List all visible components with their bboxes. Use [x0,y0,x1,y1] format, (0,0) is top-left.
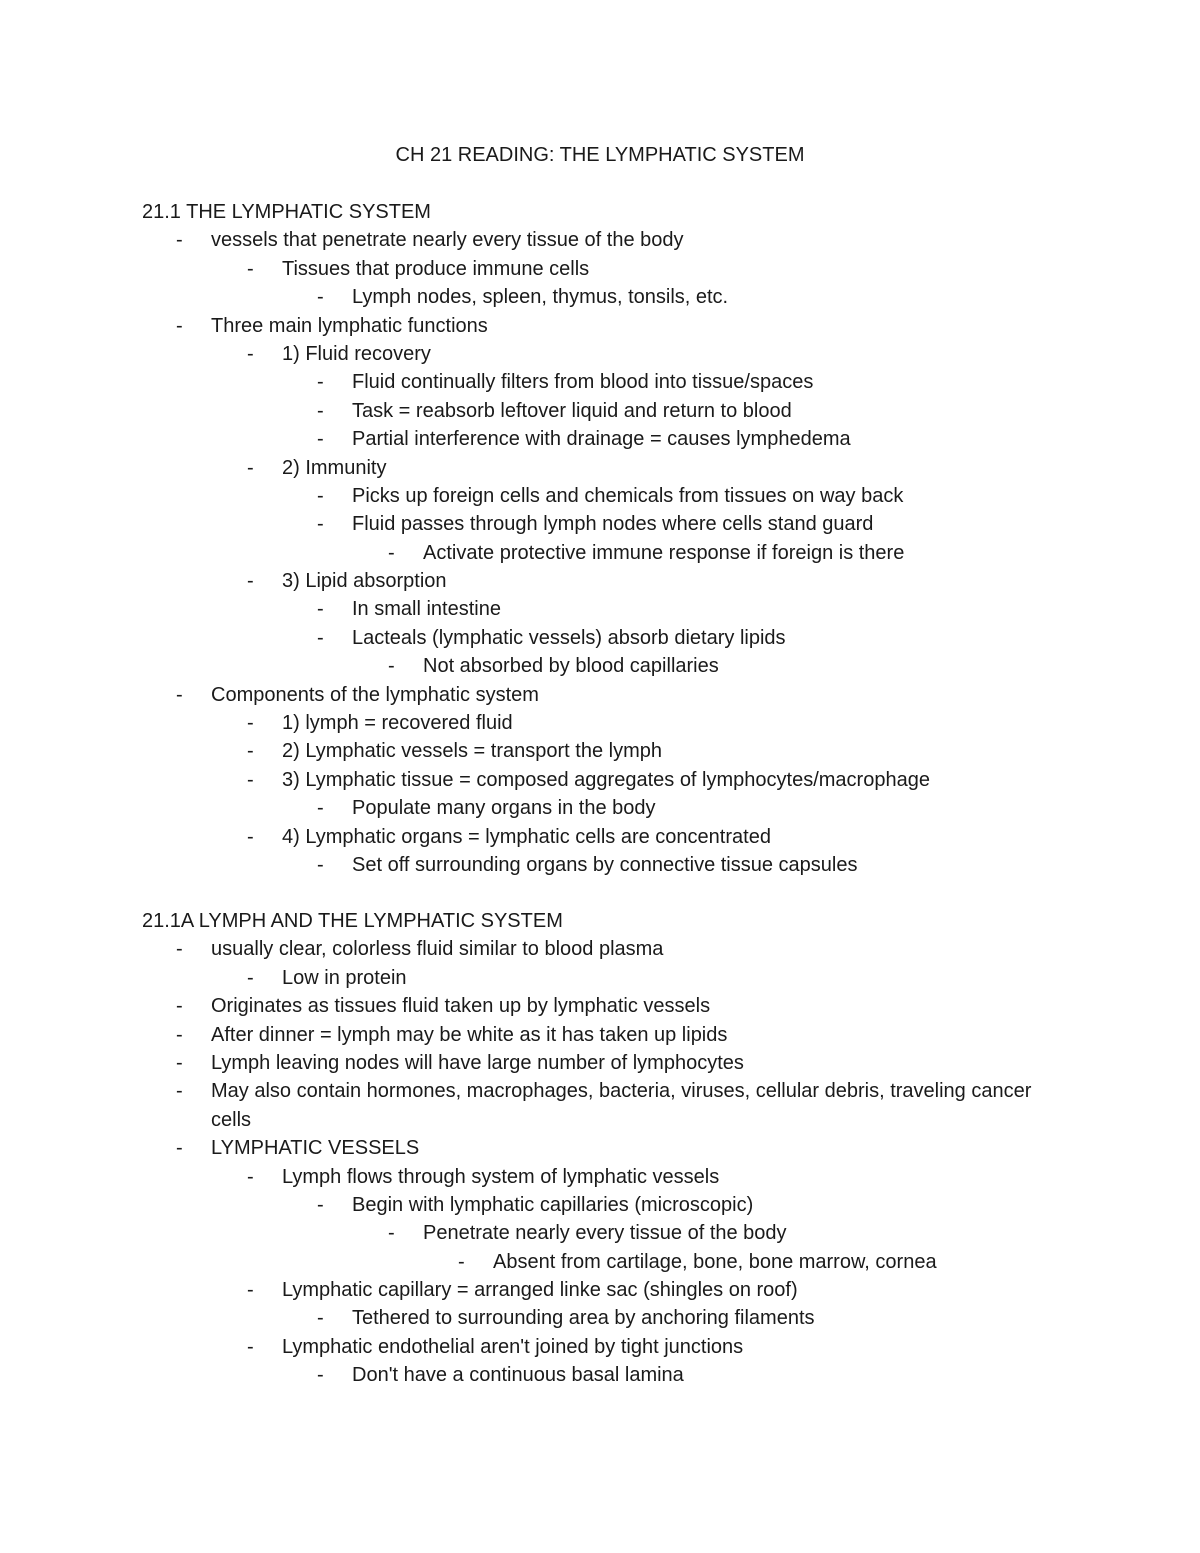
section-heading: 21.1 THE LYMPHATIC SYSTEM [142,201,431,223]
list-item [0,255,1200,283]
list-item-text: Lymph nodes, spleen, thymus, tonsils, etc. [352,286,729,309]
list-item-text: usually clear, colorless fluid similar to blood plasma [211,938,664,961]
list-item [0,935,1200,963]
bullet-dash: - [247,456,254,479]
bullet-dash: - [176,938,183,961]
list-item [0,992,1200,1020]
list-item-text: Three main lymphatic functions [211,314,488,337]
list-item [0,539,1200,567]
list-item [0,681,1200,709]
bullet-dash: - [388,541,395,564]
bullet-dash: - [317,598,324,621]
bullet-dash: - [176,995,183,1018]
bullet-dash: - [317,484,324,507]
section-lymph [0,907,1200,1390]
bullet-dash: - [247,257,254,280]
list-item [0,709,1200,737]
list-item-text: Lacteals (lymphatic vessels) absorb dietary lipids [352,626,786,649]
list-item-text: Partial interference with drainage = causes lymphedema [352,428,851,451]
list-item [0,1333,1200,1361]
section-heading: 21.1A LYMPH AND THE LYMPHATIC SYSTEM [142,910,563,932]
list-item [0,397,1200,425]
list-item [0,964,1200,992]
bullet-dash: - [176,1023,183,1046]
list-item [0,823,1200,851]
list-item-text: Fluid passes through lymph nodes where cells stand guard [352,513,874,536]
bullet-dash: - [317,797,324,820]
list-item [0,652,1200,680]
bullet-dash: - [388,1222,395,1245]
list-item [0,624,1200,652]
list-item [0,1304,1200,1332]
list-item-text: After dinner = lymph may be white as it has taken up lipids [211,1023,728,1046]
list-item [0,312,1200,340]
bullet-dash: - [176,1137,183,1160]
list-item [0,226,1200,254]
list-item-text: 3) Lymphatic tissue = composed aggregates of lymphocytes/macrophage [282,768,930,791]
list-item [0,1049,1200,1077]
list-item-text: Fluid continually filters from blood into tissue/spaces [352,371,814,394]
bullet-dash: - [317,513,324,536]
list-item-text: LYMPHATIC VESSELS [211,1137,420,1160]
bullet-dash: - [176,314,183,337]
bullet-dash: - [247,740,254,763]
list-item-text: Originates as tissues fluid taken up by lymphatic vessels [211,995,711,1018]
bullet-dash: - [317,371,324,394]
list-item-text: Low in protein [282,966,407,989]
list-item-text: Tissues that produce immune cells [282,257,590,280]
bullet-dash: - [247,570,254,593]
list-item [0,1021,1200,1049]
list-item [0,510,1200,538]
list-item [0,1134,1200,1162]
list-item [0,454,1200,482]
list-item-text: 2) Immunity [282,456,387,479]
list-item [0,1248,1200,1276]
bullet-dash: - [388,655,395,678]
list-item [0,425,1200,453]
list-item-text: Lymphatic capillary = arranged linke sac (shingles on roof) [282,1279,798,1302]
list-item-text: Populate many organs in the body [352,797,656,820]
list-item-text: Lymphatic endothelial aren't joined by tight junctions [282,1335,744,1358]
list-item [0,283,1200,311]
list-item [0,1191,1200,1219]
list-item [0,1163,1200,1191]
list-item [0,766,1200,794]
list-item-text: 2) Lymphatic vessels = transport the lymph [282,740,662,763]
list-item [0,567,1200,595]
bullet-dash: - [317,1307,324,1330]
list-item [0,368,1200,396]
list-item-text: vessels that penetrate nearly every tissue of the body [211,229,684,252]
list-item-text: Task = reabsorb leftover liquid and return to blood [352,399,792,422]
bullet-dash: - [176,229,183,252]
list-item [0,1219,1200,1247]
list-item-text: Not absorbed by blood capillaries [423,655,719,678]
bullet-dash: - [317,1364,324,1387]
bullet-dash: - [247,712,254,735]
list-item [0,595,1200,623]
bullet-dash: - [317,1193,324,1216]
list-item-text: Penetrate nearly every tissue of the body [423,1222,787,1245]
list-item-text: Tethered to surrounding area by anchoring filaments [352,1307,815,1330]
bullet-dash: - [317,399,324,422]
list-item-text: Lymph flows through system of lymphatic vessels [282,1165,720,1188]
list-item-text: Absent from cartilage, bone, bone marrow, cornea [493,1250,937,1273]
list-item [0,1276,1200,1304]
list-item [0,1077,1200,1134]
list-item-text: 4) Lymphatic organs = lymphatic cells are concentrated [282,825,771,848]
bullet-dash: - [458,1250,465,1273]
list-item-text: 1) lymph = recovered fluid [282,712,513,735]
list-item-text: Don't have a continuous basal lamina [352,1364,684,1387]
document-title: CH 21 READING: THE LYMPHATIC SYSTEM [395,144,805,166]
bullet-dash: - [247,1165,254,1188]
bullet-dash: - [247,966,254,989]
bullet-dash: - [317,286,324,309]
list-item-text: In small intestine [352,598,501,621]
list-item [0,482,1200,510]
bullet-dash: - [176,683,183,706]
list-item-text: Set off surrounding organs by connective tissue capsules [352,853,858,876]
list-item-text: Lymph leaving nodes will have large number of lymphocytes [211,1051,744,1074]
list-item [0,340,1200,368]
bullet-dash: - [247,342,254,365]
list-item [0,851,1200,879]
list-item-text: 1) Fluid recovery [282,342,431,365]
bullet-dash: - [247,1335,254,1358]
list-item [0,794,1200,822]
list-item [0,1361,1200,1389]
bullet-dash: - [317,853,324,876]
bullet-dash: - [176,1051,183,1074]
list-item-text: Activate protective immune response if foreign is there [423,541,905,564]
list-item-text: May also contain hormones, macrophages, bacteria, viruses, cellular debris, traveling cancer cells [211,1080,1032,1131]
section-lymphatic-system [0,198,1200,879]
bullet-dash: - [247,825,254,848]
list-item-text: Begin with lymphatic capillaries (microscopic) [352,1193,754,1216]
bullet-dash: - [317,626,324,649]
bullet-dash: - [317,428,324,451]
list-item-text: 3) Lipid absorption [282,570,447,593]
bullet-dash: - [176,1080,183,1103]
bullet-dash: - [247,768,254,791]
bullet-dash: - [247,1279,254,1302]
list-item-text: Picks up foreign cells and chemicals from tissues on way back [352,484,904,507]
list-item [0,737,1200,765]
list-item-text: Components of the lymphatic system [211,683,539,706]
